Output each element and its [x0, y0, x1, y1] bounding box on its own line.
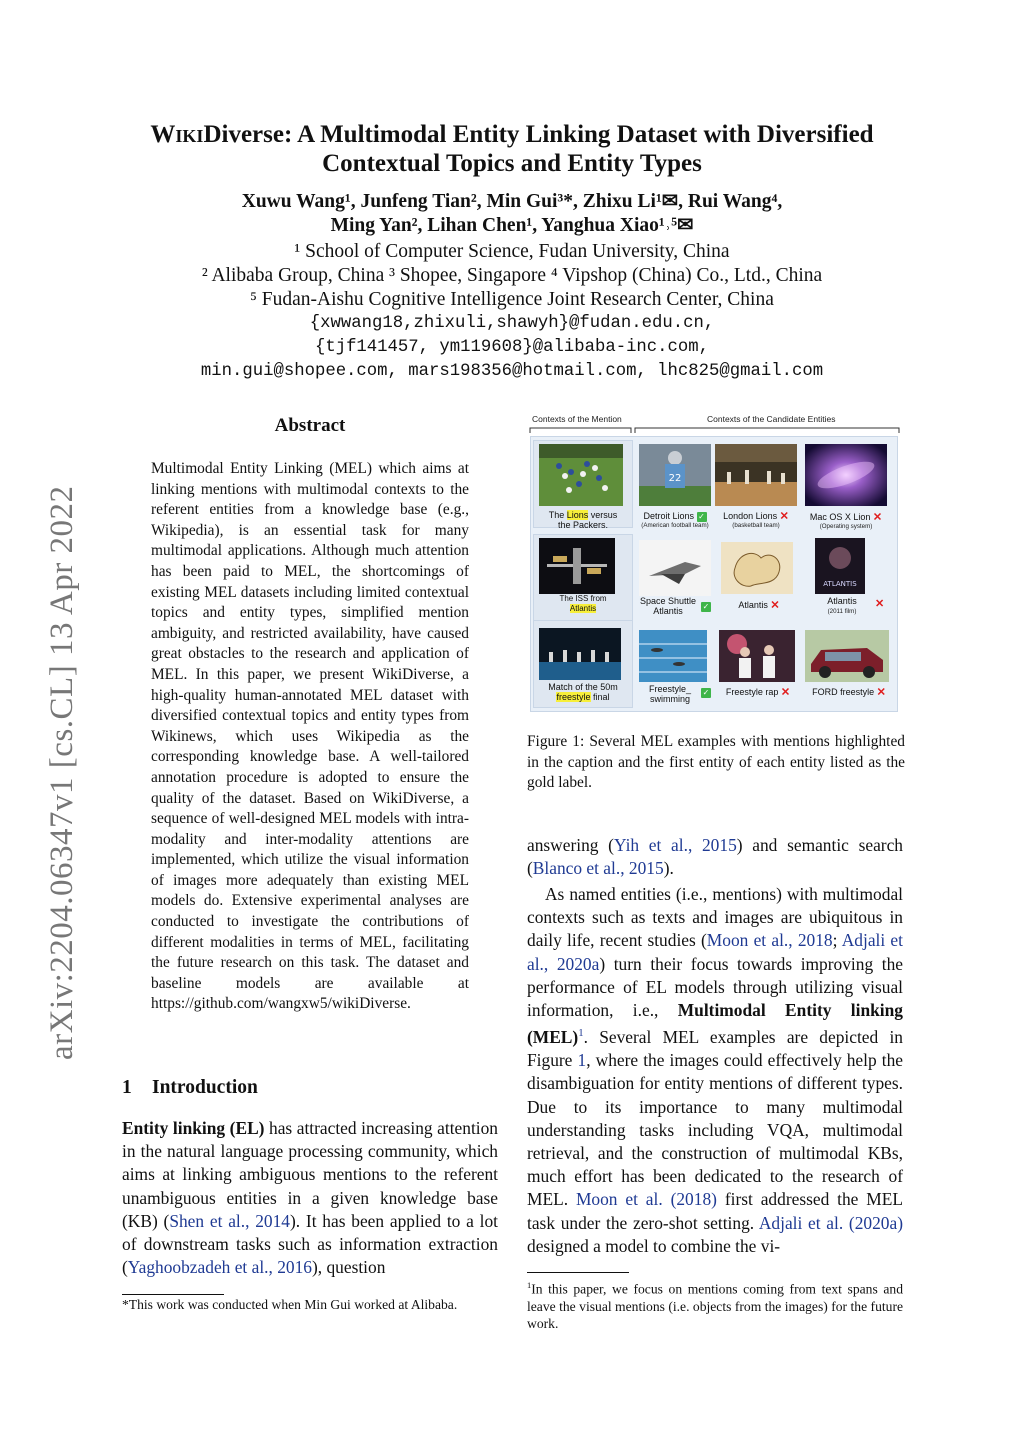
- right-text-f: . Several MEL examples are depicted in Figure: [527, 1027, 903, 1071]
- mention-2-a: The ISS from: [559, 594, 607, 603]
- section-number: 1: [122, 1077, 132, 1098]
- right-text-g: , where the images could effectively help the disambiguation for entity mentions of different types. Due to its importance to many multimodal understanding tasks including VQA, multimodal retrieval, and the construction of multimodal KBs, much effort has been dedicated to the research of MEL.: [527, 1050, 903, 1210]
- right-text-c: ).: [663, 858, 674, 879]
- citation-link[interactable]: Yaghoobzadeh et al., 2016: [127, 1257, 312, 1278]
- arxiv-id: arXiv:2204.06347v1 [cs.CL] 13 Apr 2022: [44, 485, 80, 1060]
- candidate-label: Atlantis: [738, 600, 768, 610]
- candidate-atlantis: [723, 600, 795, 611]
- intro-paragraph: [122, 1117, 498, 1279]
- atlantis-map-image: [721, 542, 793, 594]
- affiliation-3: ⁵ Fudan-Aishu Cognitive Intelligence Joint Research Center, China: [250, 289, 774, 310]
- cross-icon: ✕: [872, 511, 883, 524]
- mac-os-lion-image: [805, 444, 887, 506]
- right-sep: ;: [832, 930, 842, 951]
- freestyle-swimming-image: [639, 630, 707, 682]
- candidate-label: Freestyle_: [648, 684, 692, 694]
- intro-text-a: has attracted increasing attention in the natural language processing community, which aims at linking ambiguous mentions to the referent unambiguous entities in a given knowledge base (KB) (: [122, 1118, 498, 1231]
- title-line2: Contextual Topics and Entity Types: [322, 150, 702, 177]
- jersey-number: 22: [668, 473, 682, 484]
- mention-3: [535, 682, 631, 702]
- arxiv-sidebar: [18, 450, 80, 1060]
- football-image: [539, 444, 623, 506]
- candidate-label: London Lions: [723, 511, 778, 521]
- emails: [110, 312, 914, 384]
- candidate-freestyle-rap: [717, 687, 799, 698]
- right-paragraph-0: [527, 834, 903, 880]
- poster-title: ATLANTIS: [823, 580, 857, 588]
- intro-text-b: ). It has been applied to a lot of downstream tasks such as information extraction (: [122, 1210, 498, 1278]
- check-icon: ✓: [702, 602, 710, 611]
- authors-line1: Xuwu Wang¹, Junfeng Tian², Min Gui³*, Zhixu Li¹✉, Rui Wang⁴,: [241, 191, 783, 212]
- citation-link[interactable]: Yih et al., 2015: [613, 835, 737, 855]
- cross-icon: ✕: [876, 686, 886, 699]
- candidate-sub: (basketball team): [732, 522, 780, 529]
- cross-icon: ✕: [875, 598, 885, 610]
- abstract-heading: Abstract: [274, 415, 346, 436]
- email-line1: {xwwang18,zhixuli,shawyh}@fudan.edu.cn,: [309, 314, 715, 333]
- mention-2: [535, 594, 631, 614]
- affiliations: [120, 240, 904, 312]
- paper-title: [120, 120, 904, 178]
- cross-icon: ✕: [779, 510, 789, 523]
- right-text-i: designed a model to combine the vi-: [527, 1235, 781, 1256]
- detroit-lions-image: [639, 444, 711, 506]
- candidate-label: FORD freestyle: [812, 687, 875, 697]
- mention-1: [535, 510, 631, 530]
- citation-link[interactable]: Shen et al., 2014: [169, 1210, 290, 1231]
- intro-bold-term: Entity linking (EL): [122, 1118, 265, 1138]
- mention-3-highlight: freestyle: [556, 692, 591, 702]
- candidate-label: Freestyle rap: [725, 687, 779, 697]
- candidate-freestyle-swimming: [639, 684, 701, 704]
- cross-icon: ✕: [770, 599, 780, 612]
- freestyle-rap-image: [719, 630, 795, 682]
- candidate-label: Space Shuttle: [639, 596, 697, 606]
- right-text-b: ) and semantic search (: [527, 835, 903, 879]
- affiliation-1: ¹ School of Computer Science, Fudan University, China: [294, 241, 730, 262]
- candidate-sub: (Operating system): [819, 523, 873, 530]
- figure-1: [527, 414, 905, 714]
- authors: [120, 190, 904, 238]
- mention-3-a: Match of the 50m: [548, 682, 618, 692]
- candidate-sub: (2011 film): [827, 608, 857, 615]
- footnote-ref[interactable]: 1: [578, 1027, 584, 1040]
- mention-1-c: the Packers.: [557, 520, 609, 530]
- citation-link[interactable]: Moon et al. (2018): [575, 1189, 717, 1210]
- right-text-d: As named entities (i.e., mentions) with multimodal contexts such as texts and images are ubiquitous in daily life, recent studies (: [527, 884, 903, 951]
- mention-1-b: versus: [588, 510, 618, 520]
- citation-link[interactable]: Blanco et al., 2015: [532, 858, 664, 879]
- figure-head-right: Contexts of the Candidate Entities: [707, 414, 836, 424]
- figure-head-left: Contexts of the Mention: [532, 414, 622, 424]
- iss-image: [539, 538, 615, 594]
- cross-icon: ✕: [780, 686, 791, 699]
- abstract-text: Multimodal Entity Linking (MEL) which aims at linking mentions with multimodal contexts to the referent entities from a knowledge base (e.g., Wikipedia), is an essential task for many multimodal applications. Although much attention has been paid to MEL, the shortcomings of existing MEL datasets including limited contextual topics and entity types, simplified mention ambiguity, and restricted availability, have caused great obstacles to the research and application of MEL. In this paper, we present WikiDiverse, a high-quality human-annotated MEL dataset with diversified contextual topics and entity types from Wikinews, which uses Wikipedia as the corresponding knowledge base. A well-tailored annotation procedure is adopted to ensure the quality of the dataset. Based on WikiDiverse, a sequence of well-designed MEL models with intra-modality and inter-modality attentions are implemented, which utilize the visual information of images more adequately than existing MEL models do. Extensive experimental analyses are conducted to investigate the contributions of different modalities in terms of MEL, facilitating the future research on this task. The dataset and baseline models are available at https://github.com/wangxw5/wikiDiverse.: [151, 460, 469, 1013]
- citation-link[interactable]: Adjali et al., 2020a: [527, 930, 903, 974]
- figure-ref[interactable]: 1: [577, 1050, 587, 1071]
- swimming-match-image: [539, 628, 621, 680]
- london-lions-image: [715, 444, 797, 506]
- email-line3: min.gui@shopee.com, mars198356@hotmail.com, lhc825@gmail.com: [200, 362, 824, 381]
- right-text-h: first addressed the MEL task under the zero-shot setting.: [527, 1189, 903, 1233]
- citation-link[interactable]: Moon et al., 2018: [706, 930, 833, 951]
- right-paragraph-1: [527, 883, 903, 1258]
- mention-1-a: The: [548, 510, 567, 520]
- candidate-atlantis-film: [809, 596, 875, 606]
- ford-freestyle-image: [805, 630, 889, 682]
- intro-text-c: ), question: [311, 1257, 386, 1278]
- right-text-e: ) turn their focus towards improving the performance of EL models through utilizing visual information, i.e.,: [527, 953, 903, 1021]
- title-smallcaps: Wiki: [150, 121, 204, 148]
- footnote-text: In this paper, we focus on mentions coming from text spans and leave the visual mentions (i.e. objects from the images) for the future work.: [527, 1281, 903, 1331]
- candidate-label: Detroit Lions: [643, 511, 694, 521]
- section-title: Introduction: [152, 1077, 258, 1098]
- candidate-sub: (American football team): [641, 522, 709, 529]
- mel-bold-term: Multimodal Entity linking (MEL): [527, 1000, 903, 1048]
- check-icon: ✓: [698, 511, 705, 521]
- footnote-number: 1: [527, 1280, 532, 1290]
- figure-caption: Figure 1: Several MEL examples with mentions highlighted in the caption and the first entity of each entity listed as the gold label.: [527, 733, 905, 792]
- candidate-label: Mac OS X Lion: [809, 512, 871, 522]
- mention-3-b: final: [590, 692, 610, 702]
- candidate-label-2: swimming: [649, 694, 690, 704]
- bracket-lines: [527, 425, 905, 435]
- candidate-mac-os-lion: [803, 512, 889, 523]
- right-text-a: answering (: [527, 835, 614, 855]
- intro-heading: [122, 1077, 258, 1099]
- authors-line2: Ming Yan², Lihan Chen¹, Yanghua Xiao¹˒⁵✉: [330, 215, 694, 236]
- atlantis-film-poster: [815, 538, 865, 594]
- footnote-left: *This work was conducted when Min Gui worked at Alibaba.: [122, 1297, 458, 1312]
- candidate-ford-freestyle: [803, 687, 895, 698]
- space-shuttle-image: [639, 540, 711, 596]
- citation-link[interactable]: Adjali et al. (2020a): [758, 1212, 904, 1233]
- affiliation-2: ² Alibaba Group, China ³ Shopee, Singapore ⁴ Vipshop (China) Co., Ltd., China: [201, 265, 823, 286]
- email-line2: {tjf141457, ym119608}@alibaba-inc.com,: [314, 338, 710, 357]
- footnote-right: [527, 1277, 903, 1332]
- candidate-label: Atlantis: [827, 596, 857, 606]
- title-line1: Diverse: A Multimodal Entity Linking Dataset with Diversified: [203, 121, 874, 148]
- check-icon: ✓: [702, 688, 710, 697]
- mention-1-highlight: Lions: [566, 510, 589, 520]
- candidate-label-2: Atlantis: [653, 606, 683, 616]
- footnote-rule-right: [527, 1272, 629, 1273]
- mention-2-highlight: Atlantis: [569, 604, 597, 613]
- candidate-space-shuttle: [635, 596, 701, 616]
- candidate-london-lions: [715, 511, 797, 522]
- footnote-rule: [122, 1294, 224, 1295]
- candidate-detroit-lions: [635, 511, 715, 522]
